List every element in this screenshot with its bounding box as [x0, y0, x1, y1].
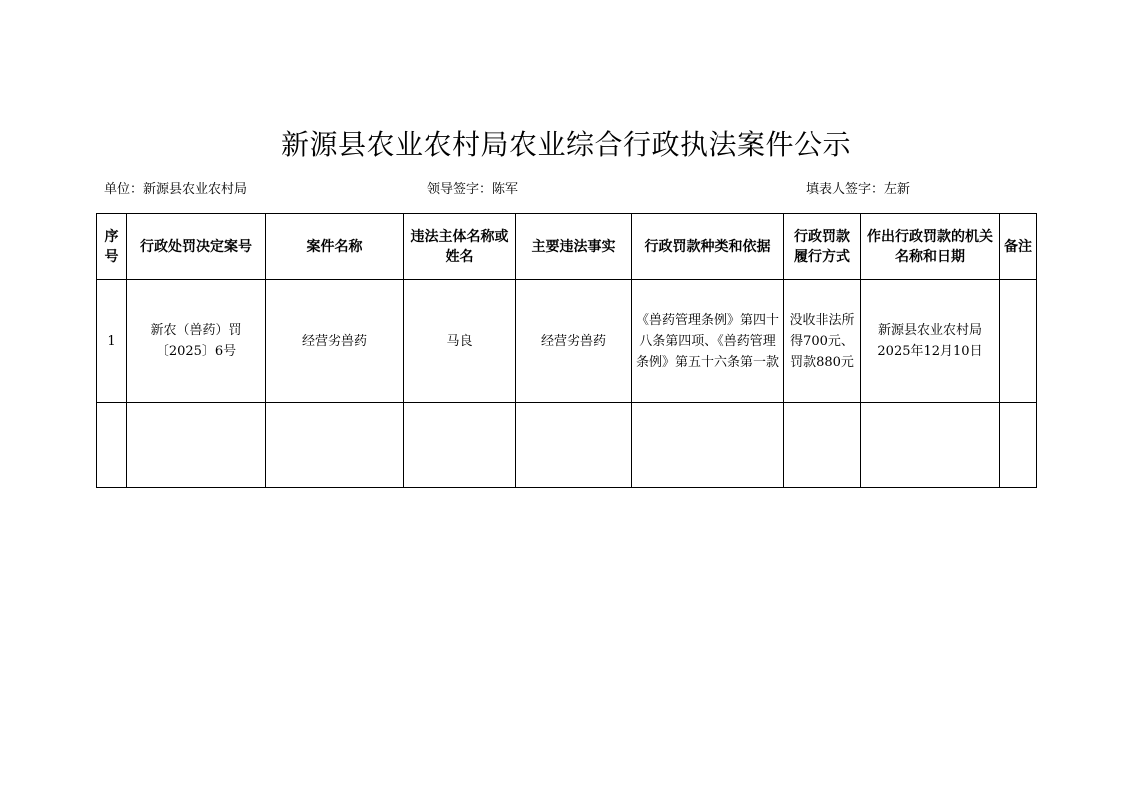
- cell-seq: [97, 403, 127, 488]
- cell-fulfillment: 没收非法所得700元、罚款880元: [784, 280, 861, 403]
- cell-violator: [404, 403, 516, 488]
- filler-signature: 填表人签字：左新: [806, 182, 911, 197]
- table-row: [97, 280, 1037, 403]
- cell-violator: 马良: [404, 280, 516, 403]
- cell-case-name: [266, 403, 404, 488]
- cell-main-facts: 经营劣兽药: [516, 280, 632, 403]
- cell-remarks: [1000, 403, 1037, 488]
- case-table: [96, 213, 1037, 488]
- header-seq: 序号: [97, 214, 127, 280]
- cell-case-name: 经营劣兽药: [266, 280, 404, 403]
- cell-authority-date: [861, 403, 1000, 488]
- cell-seq: 1: [97, 280, 127, 403]
- header-decision-no: 行政处罚决定案号: [127, 214, 266, 280]
- leader-signature: 领导签字：陈军: [427, 182, 519, 197]
- header-main-facts: 主要违法事实: [516, 214, 632, 280]
- cell-penalty-basis: 《兽药管理条例》第四十八条第四项、《兽药管理条例》第五十六条第一款: [632, 280, 784, 403]
- header-violator: 违法主体名称或姓名: [404, 214, 516, 280]
- page-title: 新源县农业农村局农业综合行政执法案件公示: [280, 128, 851, 161]
- cell-decision-no: [127, 403, 266, 488]
- cell-authority-date: 新源县农业农村局2025年12月10日: [861, 280, 1000, 403]
- table-header-row: [97, 214, 1037, 280]
- cell-penalty-basis: [632, 403, 784, 488]
- cell-remarks: [1000, 280, 1037, 403]
- table-row: [97, 403, 1037, 488]
- cell-main-facts: [516, 403, 632, 488]
- header-case-name: 案件名称: [266, 214, 404, 280]
- header-penalty-basis: 行政罚款种类和依据: [632, 214, 784, 280]
- header-remarks: 备注: [1000, 214, 1037, 280]
- header-fulfillment: 行政罚款履行方式: [784, 214, 861, 280]
- header-authority-date: 作出行政罚款的机关名称和日期: [861, 214, 1000, 280]
- unit-label: 单位：新源县农业农村局: [104, 182, 248, 197]
- cell-fulfillment: [784, 403, 861, 488]
- cell-decision-no: 新农（兽药）罚〔2025〕6号: [127, 280, 266, 403]
